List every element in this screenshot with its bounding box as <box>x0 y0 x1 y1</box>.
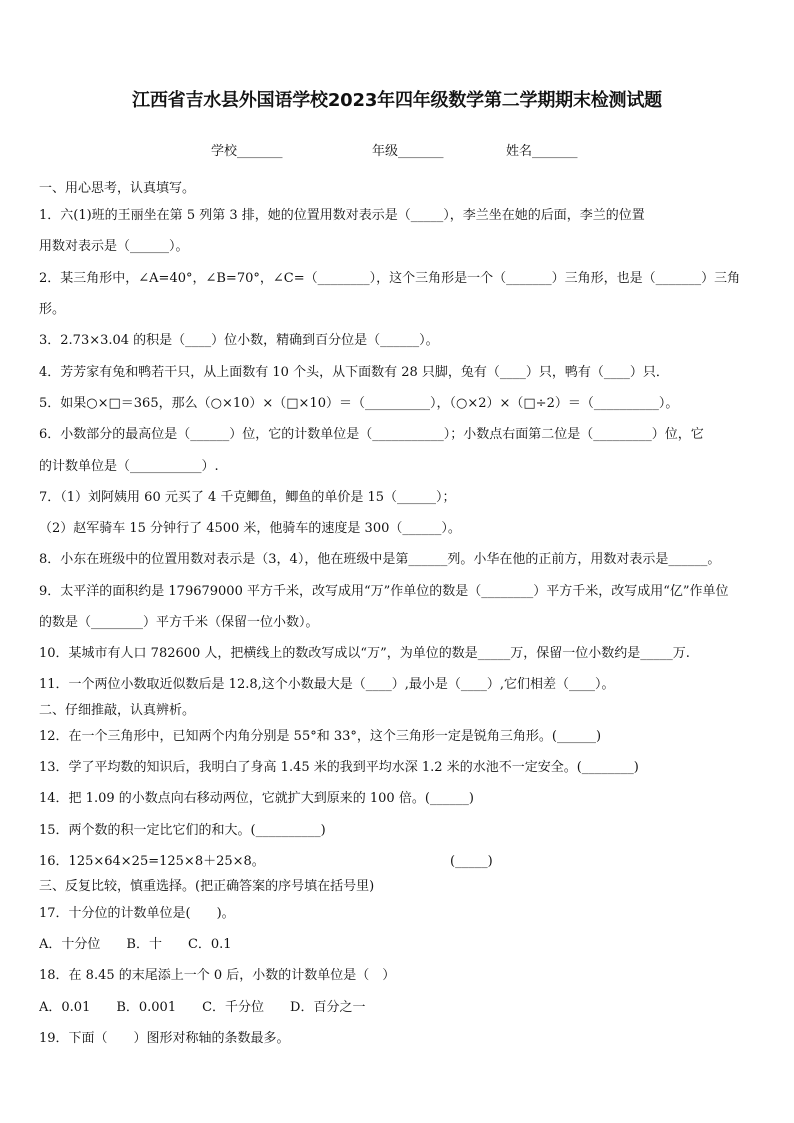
section-3-heading: 三、反复比较，慎重选择。(把正确答案的序号填在括号里) <box>39 879 375 894</box>
exam-title: 江西省吉水县外国语学校2023年四年级数学第二学期期末检测试题 <box>132 90 662 111</box>
question-11: 11．一个两位小数取近似数后是 12.8,这个小数最大是（____）,最小是（____）,它们相差（____）。 <box>39 677 615 692</box>
question-9-cont: 的数是（________）平方千米（保留一位小数）。 <box>39 615 319 630</box>
question-18-options: A．0.01 B．0.001 C．千分位 D．百分之一 <box>39 1000 366 1015</box>
question-17-options: A．十分位 B．十 C．0.1 <box>39 937 232 952</box>
question-1-cont: 用数对表示是（______）。 <box>39 239 189 254</box>
name-field: 姓名_______ <box>506 144 578 159</box>
section-1-heading: 一、用心思考，认真填写。 <box>39 181 196 196</box>
question-14: 14．把 1.09 的小数点向右移动两位，它就扩大到原来的 100 倍。(______) <box>39 791 474 806</box>
question-6: 6．小数部分的最高位是（______）位，它的计数单位是（___________）；小数点右面第二位是（_________）位，它 <box>39 427 704 442</box>
question-16: 16．125×64×25=125×8＋25×8。 <box>39 854 265 869</box>
question-5: 5．如果○×□＝365，那么（○×10）×（□×10）＝（__________），（○×2）×（□÷2）＝（__________）。 <box>39 396 679 411</box>
question-10: 10．某城市有人口 782600 人，把横线上的数改写成以“万”，为单位的数是_____万，保留一位小数约是_____万. <box>39 646 690 661</box>
question-1: 1．六(1)班的王丽坐在第 5 列第 3 排，她的位置用数对表示是（_____），李兰坐在她的后面，李兰的位置 <box>39 208 645 223</box>
question-9: 9．太平洋的面积约是 179679000 平方千米，改写成用“万”作单位的数是（________）平方千米，改写成用“亿”作单位 <box>39 584 729 599</box>
question-13: 13．学了平均数的知识后，我明白了身高 1.45 米的我到平均水深 1.2 米的水池不一定安全。(________) <box>39 760 639 775</box>
question-3: 3．2.73×3.04 的积是（____）位小数，精确到百分位是（______）。 <box>39 333 439 348</box>
question-6-cont: 的计数单位是（___________）. <box>39 459 219 474</box>
question-16-answer-blank: (_____) <box>450 854 493 869</box>
question-2-cont: 形。 <box>39 302 66 317</box>
question-18: 18．在 8.45 的末尾添上一个 0 后，小数的计数单位是（ ） <box>39 968 396 983</box>
question-7-2: （2）赵军骑车 15 分钟行了 4500 米，他骑车的速度是 300（______）。 <box>39 521 461 536</box>
question-4: 4．芳芳家有兔和鸭若干只，从上面数有 10 个头，从下面数有 28 只脚，兔有（____）只，鸭有（____）只． <box>39 365 669 380</box>
school-field: 学校_______ <box>211 144 283 159</box>
question-7-1: 7．（1）刘阿姨用 60 元买了 4 千克鲫鱼，鲫鱼的单价是 15（______）； <box>39 490 456 505</box>
question-19: 19．下面（ ）图形对称轴的条数最多。 <box>39 1031 290 1046</box>
question-17: 17．十分位的计数单位是( )。 <box>39 906 235 921</box>
section-2-heading: 二、仔细推敲，认真辨析。 <box>39 703 196 718</box>
question-2: 2．某三角形中，∠A=40°，∠B=70°，∠C=（________），这个三角形是一个（_______）三角形，也是（_______）三角 <box>39 271 741 286</box>
question-15: 15．两个数的积一定比它们的和大。(__________) <box>39 823 326 838</box>
question-12: 12．在一个三角形中，已知两个内角分别是 55°和 33°，这个三角形一定是锐角三角形。(______) <box>39 729 602 744</box>
question-8: 8．小东在班级中的位置用数对表示是（3，4），他在班级中是第______列。小华在他的正前方，用数对表示是______。 <box>39 552 721 567</box>
grade-field: 年级_______ <box>372 144 444 159</box>
